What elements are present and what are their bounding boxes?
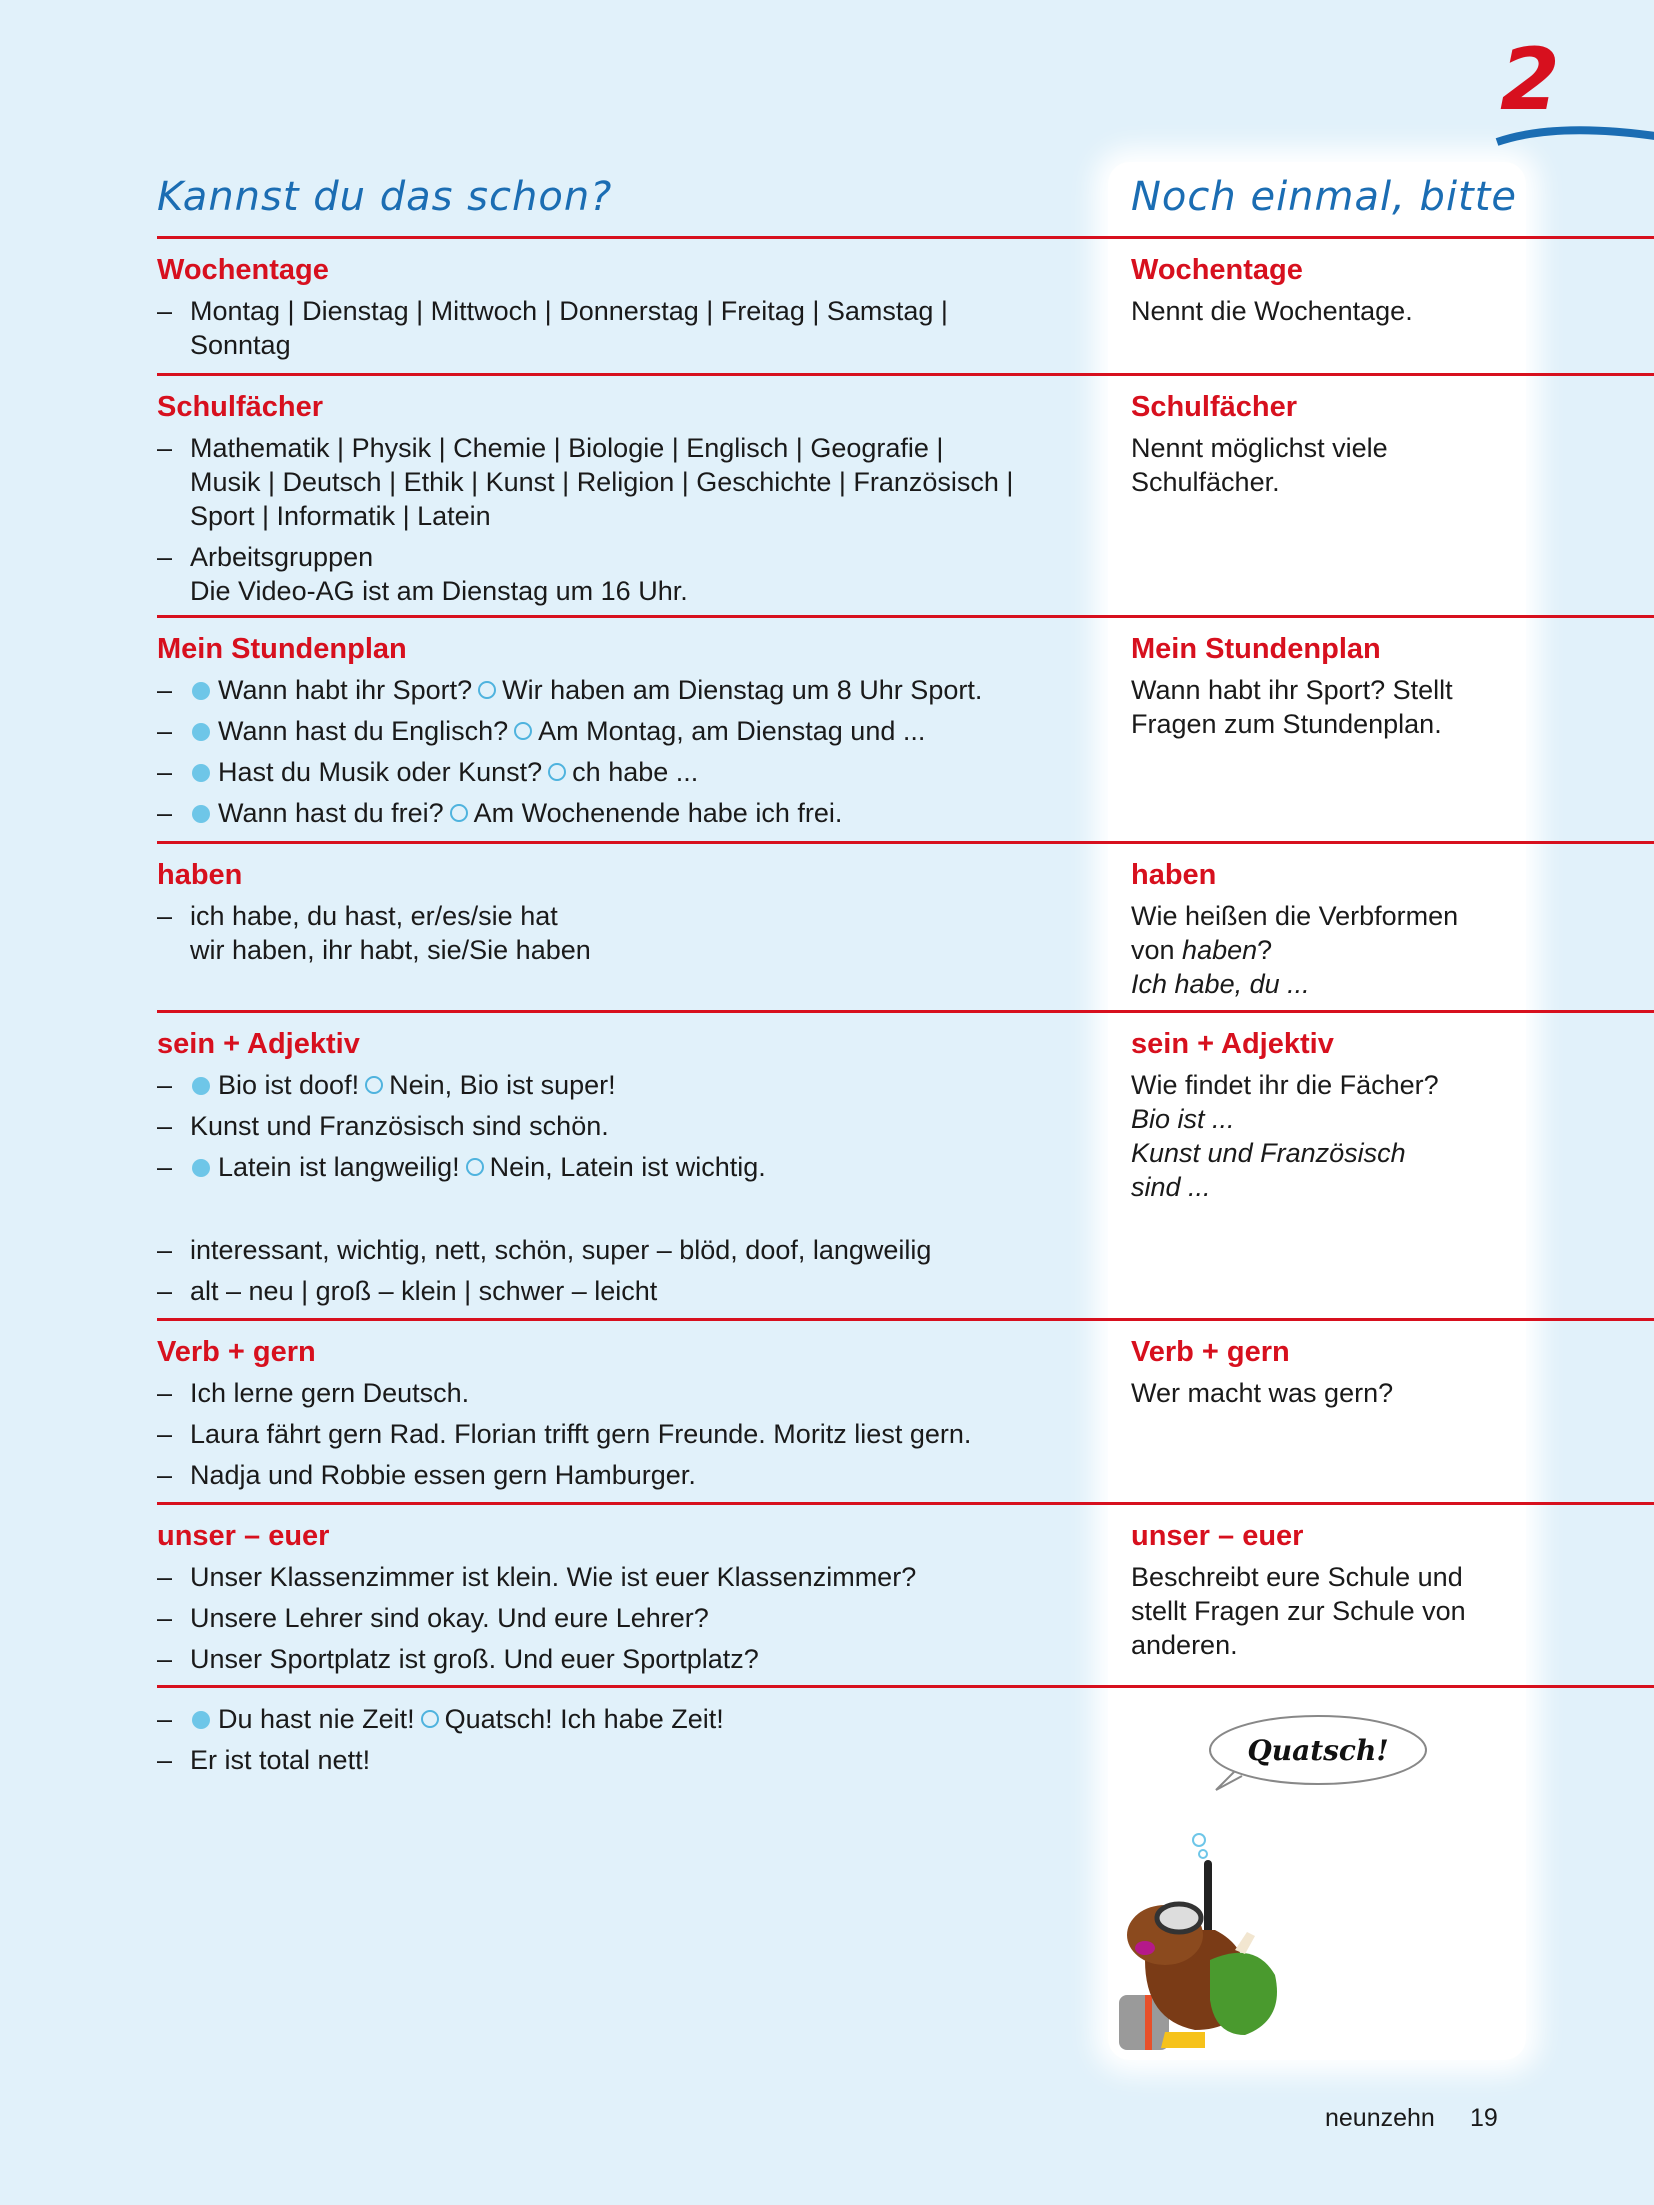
exercise-heading: Mein Stundenplan <box>1131 633 1381 665</box>
exercise-text: von <box>1131 935 1183 965</box>
section-content <box>157 1321 1087 1499</box>
list-item <box>157 714 1087 748</box>
dash-bullet: – <box>157 1603 173 1633</box>
section-heading: sein + Adjektiv <box>157 1028 360 1060</box>
list-item <box>157 1642 1087 1676</box>
exercise-line <box>1131 1102 1511 1136</box>
exercise-text: Ich habe, du ... <box>1131 969 1310 999</box>
list-item <box>157 431 1087 533</box>
exercise-content <box>1131 618 1511 741</box>
dash-bullet: – <box>157 1419 173 1449</box>
exercise-line <box>1131 899 1511 933</box>
chapter-underline <box>1495 124 1654 148</box>
list-item <box>157 1560 1087 1594</box>
dash-bullet: – <box>157 675 173 705</box>
exercise-line <box>1131 1560 1511 1594</box>
list-item <box>157 1376 1087 1410</box>
speaker-b-text: ch habe ... <box>572 757 699 787</box>
speaker-b-text: Nein, Bio ist super! <box>389 1070 616 1100</box>
exercise-line <box>1131 1068 1511 1102</box>
exercise-line <box>1131 1136 1511 1170</box>
dash-bullet: – <box>157 433 173 463</box>
section-heading: Schulfächer <box>157 391 323 423</box>
dash-bullet: – <box>157 1378 173 1408</box>
dash-bullet: – <box>157 1562 173 1592</box>
exercise-heading: Schulfächer <box>1131 391 1297 423</box>
speaker-b-text: Am Wochenende habe ich frei. <box>473 798 843 828</box>
list-item <box>157 1068 1087 1102</box>
section-content <box>157 376 1087 615</box>
exercise-text: Nennt möglichst viele <box>1131 433 1388 463</box>
dash-bullet: – <box>157 1745 173 1775</box>
item-line: Er ist total nett! <box>190 1745 371 1775</box>
item-line: Montag | Dienstag | Mittwoch | Donnerstag | Freitag | Samstag | <box>190 296 948 326</box>
exercise-heading: Verb + gern <box>1131 1336 1290 1368</box>
list-item <box>157 899 1087 967</box>
dash-bullet: – <box>157 1276 173 1306</box>
section-heading: Verb + gern <box>157 1336 316 1368</box>
item-line: wir haben, ihr habt, sie/Sie haben <box>190 935 591 965</box>
dash-bullet: – <box>157 757 173 787</box>
exercise-heading: sein + Adjektiv <box>1131 1028 1334 1060</box>
section-heading: haben <box>157 859 243 891</box>
list-item <box>157 1150 1087 1184</box>
exercise-content <box>1131 1688 1511 1702</box>
list-item <box>157 540 1087 608</box>
item-line: Unsere Lehrer sind okay. Und eure Lehrer? <box>190 1603 709 1633</box>
item-line: ich habe, du hast, er/es/sie hat <box>190 901 558 931</box>
spacer <box>157 1191 1087 1233</box>
speaker-b-text: Wir haben am Dienstag um 8 Uhr Sport. <box>502 675 983 705</box>
section-content <box>157 1013 1087 1315</box>
exercise-text: Beschreibt eure Schule und <box>1131 1562 1463 1592</box>
exercise-content <box>1131 239 1511 328</box>
exercise-text: stellt Fragen zur Schule von <box>1131 1596 1466 1626</box>
exercise-text: Fragen zum Stundenplan. <box>1131 709 1442 739</box>
dash-bullet: – <box>157 296 173 326</box>
speaker-b-circle-icon <box>478 681 496 699</box>
item-line: Unser Sportplatz ist groß. Und euer Sportplatz? <box>190 1644 759 1674</box>
item-line: interessant, wichtig, nett, schön, super – blöd, doof, langweilig <box>190 1235 932 1265</box>
exercise-line <box>1131 1594 1511 1628</box>
dash-bullet: – <box>157 1460 173 1490</box>
item-line: Kunst und Französisch sind schön. <box>190 1111 609 1141</box>
exercise-heading: haben <box>1131 859 1217 891</box>
speaker-a-text: Hast du Musik oder Kunst? <box>218 757 543 787</box>
dash-bullet: – <box>157 1644 173 1674</box>
item-line: Ich lerne gern Deutsch. <box>190 1378 470 1408</box>
item-line: Musik | Deutsch | Ethik | Kunst | Religion | Geschichte | Französisch | <box>190 467 1014 497</box>
speaker-a-dot-icon <box>192 1077 210 1095</box>
exercise-content <box>1131 376 1511 499</box>
exercise-line <box>1131 967 1511 1001</box>
section-heading: Wochentage <box>157 254 329 286</box>
dash-bullet: – <box>157 542 173 572</box>
speech-bubble <box>1198 1708 1438 1798</box>
item-line: Sonntag <box>190 330 291 360</box>
speech-bubble-text: Quatsch! <box>1247 1734 1389 1767</box>
exercise-text: Wann habt ihr Sport? Stellt <box>1131 675 1453 705</box>
exercise-text: Wie findet ihr die Fächer? <box>1131 1070 1439 1100</box>
list-item <box>157 1109 1087 1143</box>
section-content <box>157 618 1087 837</box>
dash-bullet: – <box>157 1235 173 1265</box>
speaker-a-text: Bio ist doof! <box>218 1070 360 1100</box>
exercise-text: Schulfächer. <box>1131 467 1280 497</box>
list-item <box>157 1417 1087 1451</box>
item-line: Nadja und Robbie essen gern Hamburger. <box>190 1460 696 1490</box>
section-content <box>157 844 1087 974</box>
exercise-line <box>1131 294 1511 328</box>
section-heading: Mein Stundenplan <box>157 633 407 665</box>
exercise-text: ? <box>1257 935 1273 965</box>
dash-bullet: – <box>157 1152 173 1182</box>
chapter-number: 2 <box>1500 30 1560 130</box>
list-item <box>157 796 1087 830</box>
speaker-a-dot-icon <box>192 805 210 823</box>
dash-bullet: – <box>157 798 173 828</box>
dash-bullet: – <box>157 716 173 746</box>
exercise-text: sind ... <box>1131 1172 1211 1202</box>
exercise-content <box>1131 1505 1511 1662</box>
list-item <box>157 294 1087 362</box>
list-item <box>157 1458 1087 1492</box>
list-item <box>157 1274 1087 1308</box>
item-line: Arbeitsgruppen <box>190 542 374 572</box>
item-line: Unser Klassenzimmer ist klein. Wie ist euer Klassenzimmer? <box>190 1562 917 1592</box>
dash-bullet: – <box>157 1704 173 1734</box>
exercise-text: haben <box>1182 935 1258 965</box>
list-item <box>157 755 1087 789</box>
exercise-text: Nennt die Wochentage. <box>1131 296 1413 326</box>
section-content <box>157 239 1087 369</box>
speaker-b-text: Quatsch! Ich habe Zeit! <box>444 1704 724 1734</box>
list-item <box>157 673 1087 707</box>
speaker-a-text: Latein ist langweilig! <box>218 1152 460 1182</box>
exercise-content <box>1131 1321 1511 1410</box>
exercise-text: Kunst und Französisch <box>1131 1138 1406 1168</box>
speaker-a-text: Wann habt ihr Sport? <box>218 675 473 705</box>
speaker-a-text: Wann hast du Englisch? <box>218 716 509 746</box>
exercise-text: Bio ist ... <box>1131 1104 1235 1134</box>
list-item <box>157 1743 1087 1777</box>
speaker-a-dot-icon <box>192 682 210 700</box>
speaker-b-circle-icon <box>421 1710 439 1728</box>
exercise-content <box>1131 1013 1511 1204</box>
speaker-b-text: Nein, Latein ist wichtig. <box>489 1152 766 1182</box>
speaker-b-circle-icon <box>365 1076 383 1094</box>
footer-page-word: neunzehn <box>1325 2104 1435 2132</box>
item-line: Mathematik | Physik | Chemie | Biologie | Englisch | Geografie | <box>190 433 944 463</box>
speaker-a-dot-icon <box>192 1159 210 1177</box>
left-title: Kannst du das schon? <box>157 174 613 220</box>
exercise-line <box>1131 1628 1511 1662</box>
speaker-b-circle-icon <box>450 804 468 822</box>
speaker-a-dot-icon <box>192 764 210 782</box>
exercise-line <box>1131 465 1511 499</box>
list-item <box>157 1702 1087 1736</box>
item-line: Laura fährt gern Rad. Florian trifft gern Freunde. Moritz liest gern. <box>190 1419 972 1449</box>
right-title: Noch einmal, bitte <box>1131 174 1518 220</box>
exercise-text: anderen. <box>1131 1630 1238 1660</box>
speaker-a-text: Du hast nie Zeit! <box>218 1704 415 1734</box>
exercise-line <box>1131 933 1511 967</box>
list-item <box>157 1601 1087 1635</box>
item-line: Die Video-AG ist am Dienstag um 16 Uhr. <box>190 576 688 606</box>
speaker-a-dot-icon <box>192 723 210 741</box>
exercise-text: Wer macht was gern? <box>1131 1378 1394 1408</box>
dash-bullet: – <box>157 901 173 931</box>
footer-page-number: 19 <box>1470 2104 1498 2132</box>
speaker-b-circle-icon <box>548 763 566 781</box>
item-line: Sport | Informatik | Latein <box>190 501 491 531</box>
exercise-heading: unser – euer <box>1131 1520 1304 1552</box>
section-content <box>157 1688 1087 1784</box>
exercise-line <box>1131 1170 1511 1204</box>
item-line: alt – neu | groß – klein | schwer – leicht <box>190 1276 658 1306</box>
exercise-line <box>1131 1376 1511 1410</box>
dash-bullet: – <box>157 1070 173 1100</box>
dog-diver-illustration <box>1105 1800 1305 2060</box>
speaker-b-text: Am Montag, am Dienstag und ... <box>538 716 926 746</box>
section-content <box>157 1505 1087 1683</box>
exercise-heading: Wochentage <box>1131 254 1303 286</box>
exercise-line <box>1131 431 1511 465</box>
speaker-a-dot-icon <box>192 1711 210 1729</box>
exercise-content <box>1131 844 1511 1001</box>
list-item <box>157 1233 1087 1267</box>
dash-bullet: – <box>157 1111 173 1141</box>
section-heading: unser – euer <box>157 1520 330 1552</box>
exercise-line <box>1131 707 1511 741</box>
speaker-b-circle-icon <box>466 1158 484 1176</box>
exercise-line <box>1131 673 1511 707</box>
exercise-text: Wie heißen die Verbformen <box>1131 901 1459 931</box>
speaker-a-text: Wann hast du frei? <box>218 798 444 828</box>
speaker-b-circle-icon <box>514 722 532 740</box>
